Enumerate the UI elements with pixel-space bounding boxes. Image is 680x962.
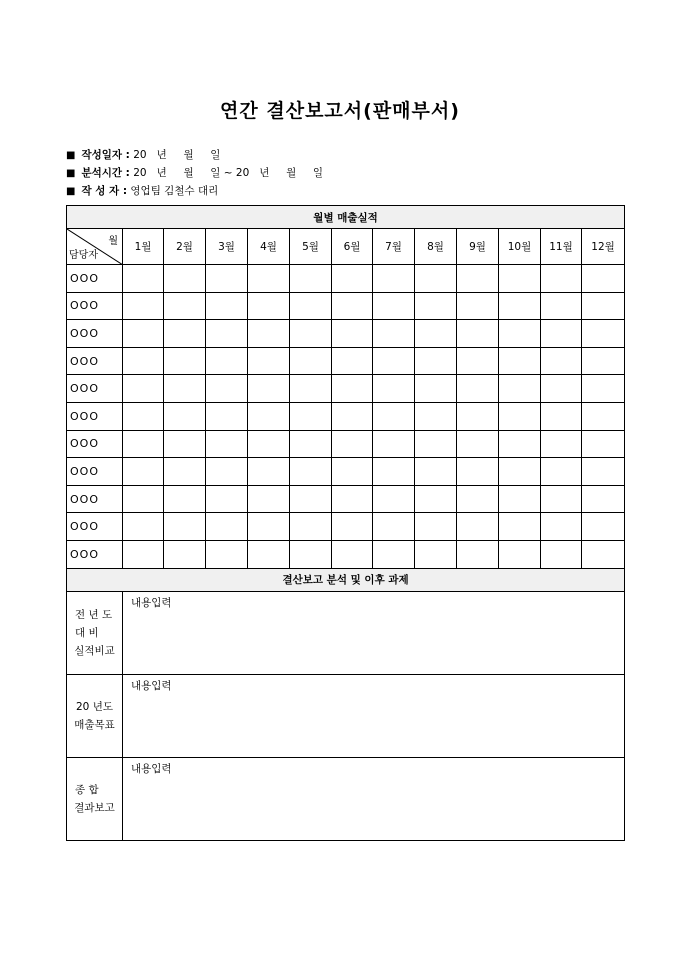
manager-name-cell[interactable]: OOO xyxy=(67,540,123,568)
sales-cell[interactable] xyxy=(206,265,248,293)
manager-name-cell[interactable]: OOO xyxy=(67,320,123,348)
sales-cell[interactable] xyxy=(582,375,625,403)
table-row xyxy=(67,485,625,513)
sales-cell[interactable] xyxy=(123,402,164,430)
sales-cell[interactable] xyxy=(290,513,332,541)
sales-cell[interactable] xyxy=(373,402,415,430)
sales-cell[interactable] xyxy=(164,292,206,320)
sales-cell[interactable] xyxy=(415,292,457,320)
sales-cell[interactable] xyxy=(373,347,415,375)
sales-cell[interactable] xyxy=(415,485,457,513)
sales-cell[interactable] xyxy=(164,347,206,375)
section-content-comparison[interactable]: 내용입력 xyxy=(123,591,625,674)
sales-cell[interactable] xyxy=(206,292,248,320)
sales-cell[interactable] xyxy=(415,458,457,486)
month-header: 2월 xyxy=(164,229,206,265)
sales-cell[interactable] xyxy=(206,458,248,486)
sales-cell[interactable] xyxy=(123,485,164,513)
sales-cell[interactable] xyxy=(332,430,373,458)
sales-cell[interactable] xyxy=(332,458,373,486)
sales-cell[interactable] xyxy=(373,458,415,486)
sales-cell[interactable] xyxy=(415,430,457,458)
sales-cell[interactable] xyxy=(248,320,290,348)
sales-cell[interactable] xyxy=(248,485,290,513)
sales-cell[interactable] xyxy=(332,540,373,568)
sales-cell[interactable] xyxy=(373,540,415,568)
section-label-comparison xyxy=(67,591,123,674)
section-label-summary xyxy=(67,757,123,840)
sales-cell[interactable] xyxy=(123,375,164,403)
sales-cell[interactable] xyxy=(164,485,206,513)
sales-cell[interactable] xyxy=(248,513,290,541)
section-content-summary[interactable]: 내용입력 xyxy=(123,757,625,840)
sales-cell[interactable] xyxy=(582,485,625,513)
manager-name-cell[interactable]: OOO xyxy=(67,292,123,320)
table-row xyxy=(67,458,625,486)
month-header: 1월 xyxy=(123,229,164,265)
label-line: 매출목표 xyxy=(74,718,115,731)
sales-cell[interactable] xyxy=(206,375,248,403)
sales-cell[interactable] xyxy=(541,485,582,513)
sales-cell[interactable] xyxy=(123,458,164,486)
sales-cell[interactable] xyxy=(123,265,164,293)
sales-cell[interactable] xyxy=(206,430,248,458)
sales-cell[interactable] xyxy=(457,402,499,430)
sales-cell[interactable] xyxy=(541,402,582,430)
monthly-sales-header: 월별 매출실적 xyxy=(67,206,625,229)
sales-cell[interactable] xyxy=(206,402,248,430)
sales-cell[interactable] xyxy=(457,458,499,486)
sales-cell[interactable] xyxy=(206,320,248,348)
corner-manager-label: 담당자 xyxy=(69,250,98,261)
corner-month-label: 월 xyxy=(108,236,118,247)
sales-cell[interactable] xyxy=(332,485,373,513)
meta-value: 영업팀 김철수 대리 xyxy=(130,185,219,197)
table-row xyxy=(67,375,625,403)
sales-cell[interactable] xyxy=(290,540,332,568)
sales-cell[interactable] xyxy=(582,430,625,458)
sales-cell[interactable] xyxy=(248,375,290,403)
analysis-row-summary xyxy=(67,757,625,840)
sales-cell[interactable] xyxy=(332,320,373,348)
sales-cell[interactable] xyxy=(582,292,625,320)
sales-cell[interactable] xyxy=(582,513,625,541)
label-char: 대 비 xyxy=(75,626,99,639)
sales-cell[interactable] xyxy=(499,292,541,320)
sales-cell[interactable] xyxy=(373,292,415,320)
table-row xyxy=(67,292,625,320)
month-header: 11월 xyxy=(541,229,582,265)
sales-cell[interactable] xyxy=(582,265,625,293)
sales-cell[interactable] xyxy=(541,347,582,375)
month-header: 12월 xyxy=(582,229,625,265)
sales-cell[interactable] xyxy=(415,320,457,348)
sales-cell[interactable] xyxy=(499,320,541,348)
sales-cell[interactable] xyxy=(373,485,415,513)
sales-cell[interactable] xyxy=(373,320,415,348)
sales-cell[interactable] xyxy=(248,540,290,568)
sales-cell[interactable] xyxy=(290,430,332,458)
sales-cell[interactable] xyxy=(499,265,541,293)
table-row xyxy=(67,265,625,293)
sales-cell[interactable] xyxy=(248,265,290,293)
sales-cell[interactable] xyxy=(290,458,332,486)
meta-line-date xyxy=(66,148,220,163)
sales-cell[interactable] xyxy=(499,402,541,430)
sales-cell[interactable] xyxy=(457,292,499,320)
sales-cell[interactable] xyxy=(332,292,373,320)
meta-label: 작성일자 : xyxy=(81,149,130,161)
analysis-row-target xyxy=(67,674,625,757)
sales-cell[interactable] xyxy=(290,375,332,403)
sales-cell[interactable] xyxy=(499,458,541,486)
sales-cell[interactable] xyxy=(164,375,206,403)
sales-cell[interactable] xyxy=(290,347,332,375)
sales-cell[interactable] xyxy=(499,485,541,513)
analysis-header: 결산보고 분석 및 이후 과제 xyxy=(67,568,625,591)
table-row xyxy=(67,347,625,375)
table-row xyxy=(67,430,625,458)
sales-cell[interactable] xyxy=(332,513,373,541)
sales-cell[interactable] xyxy=(541,430,582,458)
sales-cell[interactable] xyxy=(499,430,541,458)
sales-cell[interactable] xyxy=(582,402,625,430)
label-line xyxy=(67,624,122,642)
manager-name-cell[interactable]: OOO xyxy=(67,485,123,513)
sales-cell[interactable] xyxy=(541,265,582,293)
sales-cell[interactable] xyxy=(415,375,457,403)
sales-cell[interactable] xyxy=(332,265,373,293)
sales-cell[interactable] xyxy=(123,430,164,458)
square-bullet-icon: ■ xyxy=(66,168,76,179)
analysis-row-comparison xyxy=(67,591,625,674)
sales-cell[interactable] xyxy=(123,513,164,541)
sales-cell[interactable] xyxy=(499,513,541,541)
sales-cell[interactable] xyxy=(499,347,541,375)
sales-cell[interactable] xyxy=(206,485,248,513)
month-header: 5월 xyxy=(290,229,332,265)
sales-cell[interactable] xyxy=(373,513,415,541)
sales-cell[interactable] xyxy=(164,458,206,486)
meta-label: 분석시간 : xyxy=(81,167,130,179)
sales-cell[interactable] xyxy=(164,540,206,568)
sales-cell[interactable] xyxy=(164,320,206,348)
sales-cell[interactable] xyxy=(332,402,373,430)
sales-cell[interactable] xyxy=(457,485,499,513)
sales-cell[interactable] xyxy=(206,513,248,541)
manager-name-cell[interactable]: OOO xyxy=(67,265,123,293)
manager-name-cell[interactable]: OOO xyxy=(67,375,123,403)
sales-cell[interactable] xyxy=(290,265,332,293)
sales-cell[interactable] xyxy=(123,292,164,320)
label-line: 실적비교 xyxy=(74,644,115,657)
report-table xyxy=(66,205,625,841)
meta-value: 20 년 월 일 xyxy=(133,149,221,161)
square-bullet-icon: ■ xyxy=(66,186,76,197)
sales-cell[interactable] xyxy=(541,292,582,320)
section-content-target[interactable]: 내용입력 xyxy=(123,674,625,757)
month-header: 7월 xyxy=(373,229,415,265)
sales-cell[interactable] xyxy=(541,513,582,541)
sales-cell[interactable] xyxy=(415,402,457,430)
sales-cell[interactable] xyxy=(582,458,625,486)
sales-cell[interactable] xyxy=(164,265,206,293)
sales-cell[interactable] xyxy=(541,540,582,568)
manager-name-cell[interactable]: OOO xyxy=(67,347,123,375)
month-header: 9월 xyxy=(457,229,499,265)
square-bullet-icon: ■ xyxy=(66,150,76,161)
sales-cell[interactable] xyxy=(206,540,248,568)
table-row xyxy=(67,513,625,541)
sales-cell[interactable] xyxy=(290,320,332,348)
manager-name-cell[interactable]: OOO xyxy=(67,513,123,541)
manager-name-cell[interactable]: OOO xyxy=(67,430,123,458)
sales-cell[interactable] xyxy=(373,430,415,458)
meta-line-author xyxy=(66,184,218,199)
month-header: 8월 xyxy=(415,229,457,265)
meta-label: 작 성 자 : xyxy=(81,185,128,197)
label-char: 종 합 xyxy=(75,783,99,796)
month-header: 6월 xyxy=(332,229,373,265)
sales-cell[interactable] xyxy=(415,513,457,541)
sales-cell[interactable] xyxy=(415,265,457,293)
sales-cell[interactable] xyxy=(123,540,164,568)
sales-cell[interactable] xyxy=(248,402,290,430)
sales-cell[interactable] xyxy=(457,375,499,403)
sales-cell[interactable] xyxy=(290,485,332,513)
sales-cell[interactable] xyxy=(248,458,290,486)
month-header: 10월 xyxy=(499,229,541,265)
sales-cell[interactable] xyxy=(457,513,499,541)
sales-cell[interactable] xyxy=(373,375,415,403)
label-char: 전 년 도 xyxy=(75,608,113,621)
sales-cell[interactable] xyxy=(123,320,164,348)
sales-cell[interactable] xyxy=(290,292,332,320)
month-header: 3월 xyxy=(206,229,248,265)
sales-cell[interactable] xyxy=(457,540,499,568)
sales-cell[interactable] xyxy=(499,540,541,568)
sales-cell[interactable] xyxy=(457,347,499,375)
sales-cell[interactable] xyxy=(541,320,582,348)
manager-name-cell[interactable]: OOO xyxy=(67,458,123,486)
sales-cell[interactable] xyxy=(457,430,499,458)
section-label-target xyxy=(67,674,123,757)
sales-cell[interactable] xyxy=(582,540,625,568)
table-row xyxy=(67,540,625,568)
sales-cell[interactable] xyxy=(582,320,625,348)
sales-cell[interactable] xyxy=(582,347,625,375)
sales-cell[interactable] xyxy=(248,347,290,375)
corner-cell xyxy=(67,229,123,265)
label-line: 20 년도 xyxy=(76,700,113,713)
sales-cell[interactable] xyxy=(206,347,248,375)
sales-cell[interactable] xyxy=(332,375,373,403)
sales-cell[interactable] xyxy=(541,458,582,486)
sales-cell[interactable] xyxy=(457,265,499,293)
sales-cell[interactable] xyxy=(332,347,373,375)
sales-cell[interactable] xyxy=(123,347,164,375)
sales-cell[interactable] xyxy=(541,375,582,403)
sales-cell[interactable] xyxy=(499,375,541,403)
label-line: 결과보고 xyxy=(74,801,115,814)
meta-value: 20 년 월 일 ~ 20 년 월 일 xyxy=(133,167,324,179)
label-line xyxy=(67,606,122,624)
manager-name-cell[interactable]: OOO xyxy=(67,402,123,430)
table-row xyxy=(67,320,625,348)
sales-cell[interactable] xyxy=(373,265,415,293)
sales-cell[interactable] xyxy=(415,540,457,568)
table-row xyxy=(67,402,625,430)
sales-cell[interactable] xyxy=(164,513,206,541)
document-title: 연간 결산보고서(판매부서) xyxy=(220,100,460,122)
sales-cell[interactable] xyxy=(164,430,206,458)
meta-line-period xyxy=(66,166,323,181)
label-line xyxy=(67,781,122,799)
sales-cell[interactable] xyxy=(415,347,457,375)
sales-cell[interactable] xyxy=(164,402,206,430)
sales-cell[interactable] xyxy=(457,320,499,348)
month-header: 4월 xyxy=(248,229,290,265)
sales-cell[interactable] xyxy=(248,430,290,458)
sales-cell[interactable] xyxy=(248,292,290,320)
sales-cell[interactable] xyxy=(290,402,332,430)
